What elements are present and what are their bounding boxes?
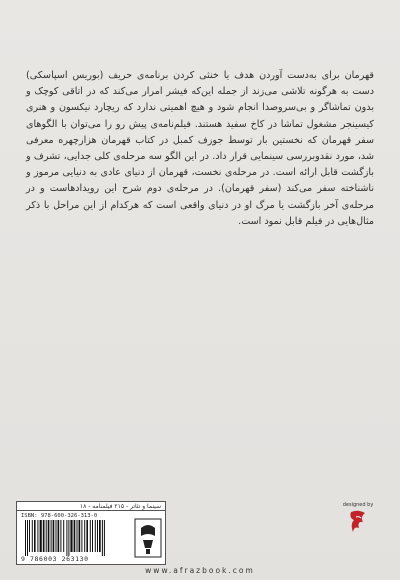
isbn-text: ISBN: 978-600-326-313-0 [21,513,98,519]
barcode-bars [23,520,131,556]
designer-credit [338,502,378,535]
designer-mark-icon [348,509,368,535]
publisher-website: www.afrazbook.com [145,566,255,575]
series-line: سینما و تئاتر - ۲۱۵ فیلمنامه - ۱۸ [17,502,165,511]
designed-by-label: designed by [342,502,374,508]
barcode-digits: 9 786003 263130 [21,555,89,563]
barcode-block [16,501,166,565]
blurb-paragraph: قهرمان برای به‌دست آوردن هدف یا خنثی کردن برنامه‌ی حریف (بوریس اسپاسکی) دست به هرگونه تلاشی می‌زند از جمله این‌که فیشر امرار می‌کند که در اتاقی کوچک و بدون تماشاگر و بی‌سروصدا انجام شود و هیچ اهمیتی ندارد که ریچارد نیکسون و هنری کیسینجر مشغول تماشا در کاخ سفید هستند. فیلم‌نامه‌ی پیش رو را می‌توان با الگوهای سفر قهرمان که نخستین بار توسط جوزف کمبل در کتاب قهرمان هزارچهره معرفی شد، مورد نقدوبررسی سینمایی قرار داد. در این الگو سه مرحله‌ی کلی جدایی، تشرف و بازگشت قابل ارائه است. در مرحله‌ی نخست، قهرمان از دنیای عادی به دنیایی مرموز و ناشناخته سفر می‌کند (سفر قهرمان). در مرحله‌ی دوم شرح این رویدادهاست و در مرحله‌ی آخر بازگشت یا مرگ او در دنیای واقعی است که هرکدام از این مراحل با ذکر مثال‌هایی در فیلم قابل نمود است. [26,70,374,227]
afraz-logo-icon [134,518,162,558]
